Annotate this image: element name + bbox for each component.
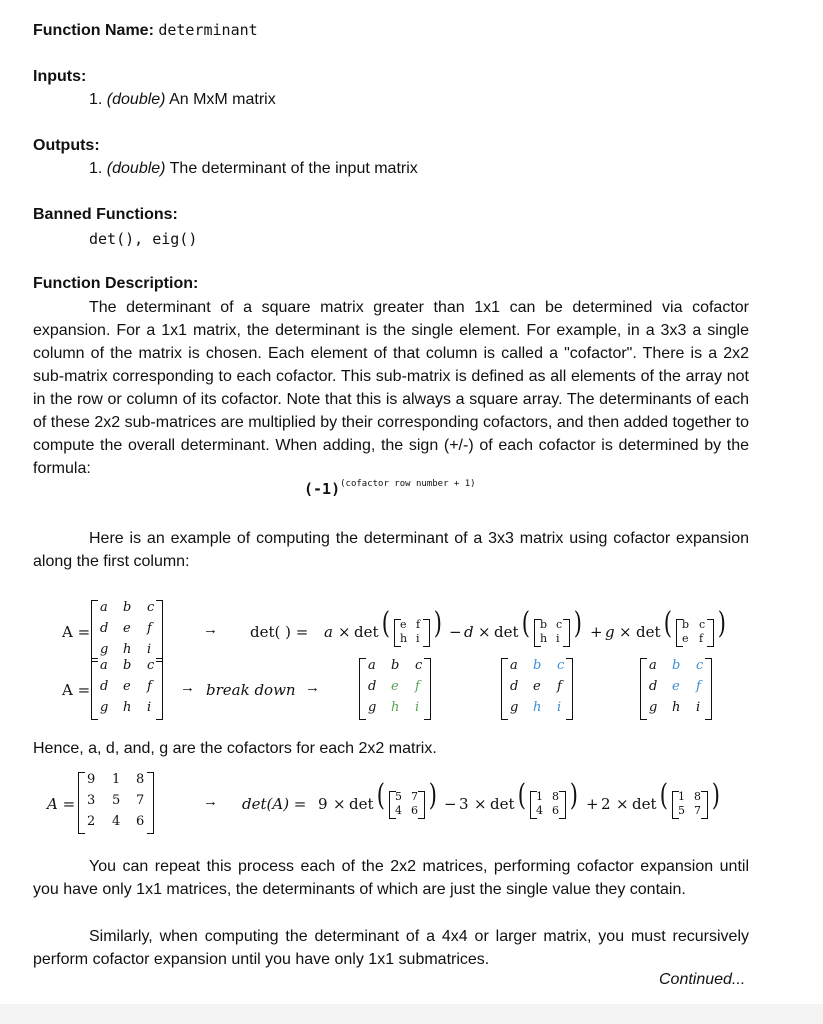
- numeric-matrix: [78, 772, 154, 834]
- submatrix-cell: i: [556, 632, 560, 645]
- matrix-cell: g: [649, 700, 658, 715]
- submatrix-2: ( ) b c h i: [521, 606, 582, 645]
- submatrix-1: ( ) e f h i: [381, 606, 442, 645]
- submatrix-cell: h: [540, 632, 548, 645]
- num-cofactor-2: 3: [459, 795, 469, 813]
- a-equals-3: A =: [47, 795, 76, 813]
- det-3: det: [636, 623, 661, 641]
- num-det-1: det: [349, 795, 374, 813]
- matrix-cell: a: [368, 658, 376, 673]
- matrix-cell: 6: [136, 814, 145, 829]
- num-det-2: det: [490, 795, 515, 813]
- num-times-3: ×: [616, 795, 629, 813]
- times-3: ×: [619, 623, 632, 641]
- cofactor-g: g: [605, 623, 615, 641]
- submatrix-cell: 5: [678, 804, 685, 817]
- matrix-cell: d: [510, 679, 519, 694]
- arrow-3: →: [305, 679, 320, 696]
- a-equals-2: A =: [62, 681, 91, 699]
- submatrix-cell: 6: [552, 804, 559, 817]
- matrix-cell: a: [649, 658, 657, 673]
- example-intro: Here is an example of computing the determinant of a 3x3 matrix using cofactor expansion along the first column:: [33, 530, 749, 570]
- matrix-cell: i: [147, 642, 152, 657]
- function-name-label: Function Name:: [33, 22, 154, 39]
- inputs-item: [89, 91, 276, 109]
- submatrix-cell: e: [682, 632, 689, 645]
- inputs-item-number: 1.: [89, 91, 103, 108]
- description-heading: Function Description:: [33, 275, 199, 292]
- matrix-cell: d: [649, 679, 658, 694]
- matrix-cell: g: [100, 642, 109, 657]
- outputs-heading: Outputs:: [33, 137, 100, 154]
- submatrix-2-brackets: [534, 619, 570, 647]
- cofactor-d: d: [464, 623, 474, 641]
- submatrix-cell: c: [699, 618, 706, 631]
- description-paragraph-1: The determinant of a square matrix greater than 1x1 can be determined via cofactor expansion. For a 1x1 matrix, the determinant is the single element. For example, in a 3x3 a single column of the matrix is chosen. Each element of that column is called a "cofactor". There is a 2x2 sub-matrix corresponding to each cofactor. This sub-matrix is defined as all elements of the array not in the row or column of its cofactor. Note that this is always a square array. The determinants of each of these 2x2 sub-matrices are multiplied by their corresponding cofactors, and then added together to compute the overall determinant. When adding, the sign (+/-) of each cofactor is determined by the formula:: [33, 299, 749, 477]
- matrix-cell: c: [415, 658, 423, 673]
- submatrix-cell: 7: [411, 790, 418, 803]
- breakdown-matrix-2: [501, 658, 573, 720]
- num-plus: +: [586, 795, 599, 813]
- matrix-cell: f: [147, 621, 152, 636]
- num-cofactor-1: 9: [318, 795, 328, 813]
- matrix-cell-highlight: i: [415, 700, 420, 715]
- cofactor-a: a: [324, 623, 333, 641]
- matrix-cell: a: [100, 658, 108, 673]
- submatrix-cell: 8: [552, 790, 559, 803]
- times-2: ×: [478, 623, 491, 641]
- submatrix-cell: 5: [395, 790, 402, 803]
- matrix-cell-highlight: f: [415, 679, 420, 694]
- num-submatrix-1-brackets: [389, 791, 425, 819]
- matrix-cell: c: [147, 658, 155, 673]
- submatrix-cell: b: [682, 618, 690, 631]
- num-times-2: ×: [474, 795, 487, 813]
- description-paragraph-3: Similarly, when computing the determinant of a 4x4 or larger matrix, you must recursively perform cofactor expansion until you have only 1x1 submatrices.: [33, 928, 749, 968]
- submatrix-cell: 1: [678, 790, 685, 803]
- matrix-cell: b: [123, 658, 132, 673]
- matrix-cell-highlight: i: [557, 700, 562, 715]
- break-down-label: break down: [206, 681, 296, 699]
- matrix-cell: g: [510, 700, 519, 715]
- matrix-cell-highlight: c: [557, 658, 565, 673]
- matrix-cell: 5: [112, 793, 121, 808]
- submatrix-cell: b: [540, 618, 548, 631]
- outputs-item-type: (double): [106, 160, 166, 177]
- symbolic-matrix-1: [91, 600, 163, 662]
- matrix-cell-highlight: b: [533, 658, 542, 673]
- num-submatrix-2-brackets: [530, 791, 566, 819]
- det-open: det( ) =: [250, 623, 309, 641]
- matrix-cell: 3: [87, 793, 96, 808]
- minus-1: −: [449, 623, 462, 641]
- outputs-item: [89, 160, 418, 178]
- submatrix-cell: 8: [694, 790, 701, 803]
- submatrix-3: ( ) b c e f: [663, 606, 726, 645]
- matrix-cell: 7: [136, 793, 145, 808]
- matrix-cell-highlight: b: [672, 658, 681, 673]
- num-cofactor-3: 2: [601, 795, 611, 813]
- num-times-1: ×: [333, 795, 346, 813]
- arrow-4: →: [203, 793, 218, 810]
- arrow-2: →: [180, 679, 195, 696]
- inputs-item-type: (double): [106, 91, 166, 108]
- inputs-heading: Inputs:: [33, 68, 87, 85]
- matrix-cell: 2: [87, 814, 96, 829]
- submatrix-cell: f: [416, 618, 421, 631]
- breakdown-matrix-1: [359, 658, 431, 720]
- matrix-cell: d: [368, 679, 377, 694]
- matrix-cell-highlight: e: [672, 679, 680, 694]
- inputs-item-text: An MxM matrix: [169, 91, 276, 108]
- submatrix-3-brackets: [676, 619, 714, 647]
- num-det-3: det: [632, 795, 657, 813]
- matrix-cell: a: [510, 658, 518, 673]
- matrix-cell: d: [100, 621, 109, 636]
- submatrix-cell: 4: [395, 804, 402, 817]
- function-name-line: [33, 21, 258, 40]
- submatrix-cell: 6: [411, 804, 418, 817]
- matrix-cell: h: [123, 700, 132, 715]
- submatrix-cell: h: [400, 632, 408, 645]
- matrix-cell: e: [123, 621, 131, 636]
- num-submatrix-1: ( ) 5 7 4 6: [376, 778, 437, 817]
- submatrix-cell: 1: [536, 790, 543, 803]
- arrow-1: →: [203, 621, 218, 638]
- submatrix-cell: e: [400, 618, 407, 631]
- matrix-cell: h: [123, 642, 132, 657]
- hence-text: Hence, a, d, and, g are the cofactors for each 2x2 matrix.: [33, 740, 437, 757]
- matrix-cell: f: [557, 679, 562, 694]
- banned-functions: det(), eig(): [89, 230, 198, 248]
- submatrix-1-brackets: [394, 619, 430, 647]
- matrix-cell: g: [368, 700, 377, 715]
- matrix-cell: b: [123, 600, 132, 615]
- description-paragraph-2: You can repeat this process each of the 2x2 matrices, performing cofactor expansion until you have only 1x1 matrices, the determinants of which are just the single value they contain.: [33, 858, 749, 898]
- matrix-cell: i: [696, 700, 701, 715]
- matrix-cell: 4: [112, 814, 121, 829]
- function-name-value: determinant: [158, 21, 258, 39]
- matrix-cell: 9: [87, 772, 96, 787]
- matrix-cell: c: [147, 600, 155, 615]
- outputs-item-text: The determinant of the input matrix: [169, 160, 418, 177]
- matrix-cell: a: [100, 600, 108, 615]
- det-1: det: [354, 623, 379, 641]
- num-submatrix-3: ( ) 1 8 5 7: [659, 778, 720, 817]
- matrix-cell: h: [672, 700, 681, 715]
- matrix-cell: f: [147, 679, 152, 694]
- matrix-cell: 1: [112, 772, 121, 787]
- matrix-cell-highlight: c: [696, 658, 704, 673]
- submatrix-cell: i: [416, 632, 420, 645]
- continued-label: Continued...: [659, 971, 746, 988]
- det-2: det: [494, 623, 519, 641]
- matrix-cell: i: [147, 700, 152, 715]
- num-submatrix-2: ( ) 1 8 4 6: [517, 778, 578, 817]
- det-a-label: det(A) =: [242, 795, 307, 813]
- matrix-cell-highlight: f: [696, 679, 701, 694]
- times-1: ×: [338, 623, 351, 641]
- submatrix-cell: f: [699, 632, 704, 645]
- outputs-item-number: 1.: [89, 160, 103, 177]
- matrix-cell: b: [391, 658, 400, 673]
- sign-formula: [304, 480, 476, 499]
- num-minus: −: [444, 795, 457, 813]
- matrix-cell: g: [100, 700, 109, 715]
- banned-heading: Banned Functions:: [33, 206, 178, 223]
- matrix-cell: e: [123, 679, 131, 694]
- breakdown-matrix-3: [640, 658, 712, 720]
- formula-exponent: (cofactor row number + 1): [340, 478, 476, 489]
- submatrix-cell: c: [556, 618, 563, 631]
- page-bottom-edge: [0, 1004, 823, 1024]
- matrix-cell: 8: [136, 772, 145, 787]
- matrix-cell-highlight: h: [533, 700, 542, 715]
- num-submatrix-3-brackets: [672, 791, 708, 819]
- formula-base: (-1): [304, 480, 341, 498]
- matrix-cell-highlight: h: [391, 700, 400, 715]
- submatrix-cell: 4: [536, 804, 543, 817]
- submatrix-cell: 7: [694, 804, 701, 817]
- a-equals-1: A =: [62, 623, 91, 641]
- matrix-cell-highlight: e: [391, 679, 399, 694]
- plus-1: +: [590, 623, 603, 641]
- matrix-cell: d: [100, 679, 109, 694]
- symbolic-matrix-2: [91, 658, 163, 720]
- matrix-cell: e: [533, 679, 541, 694]
